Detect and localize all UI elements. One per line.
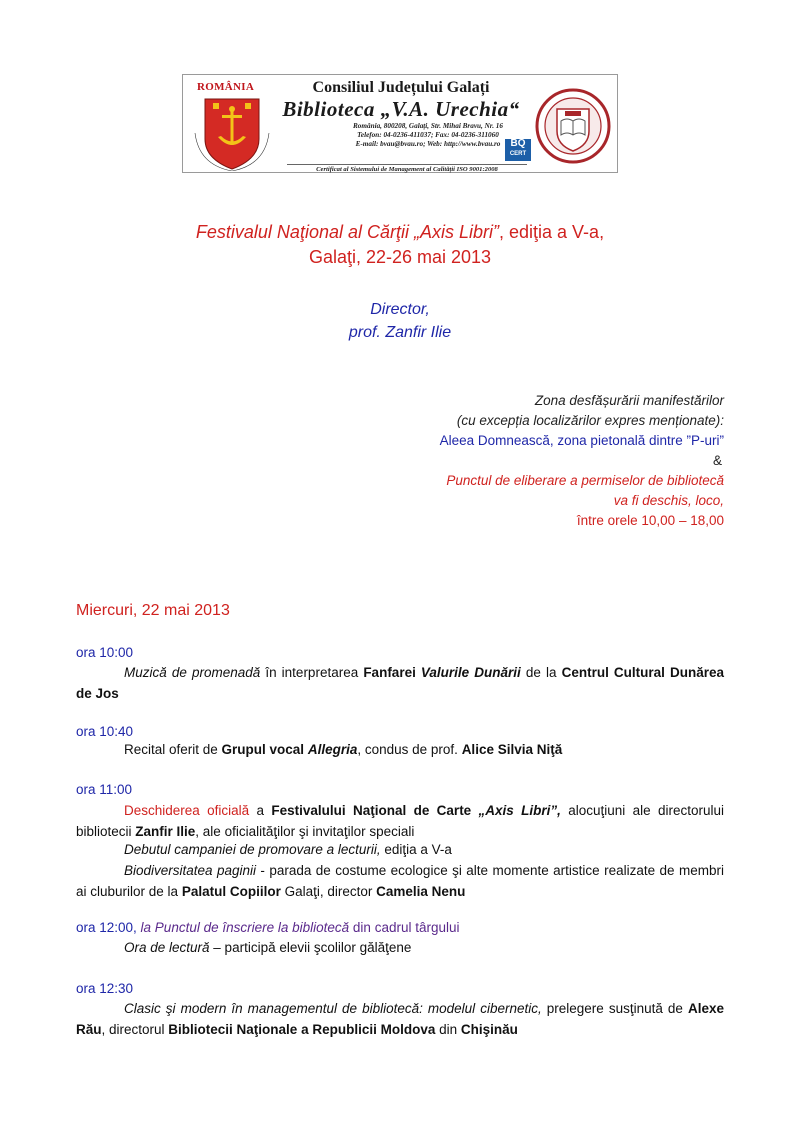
event-3-d: „Axis Libri”, [478, 803, 561, 818]
bq-cert-badge [505, 139, 531, 161]
event-4-location: la Punctul de înscriere la bibliotecă [136, 920, 350, 935]
festival-place-date: Galaţi, 22-26 mai 2013 [308, 247, 492, 267]
event-2-d: , condus de prof. [357, 742, 462, 757]
event-1-d: Valurile Dunării [420, 665, 521, 680]
event-2-c: Allegria [307, 742, 358, 757]
event-4-location-suffix: din cadrul târgului [349, 920, 460, 935]
director-role: Director, [370, 301, 430, 318]
permit-hours [577, 513, 724, 528]
event-2-b: Grupul vocal [221, 742, 308, 757]
event-4-header [76, 920, 460, 935]
event-1-time: ora 10:00 [76, 645, 134, 660]
event-5-b: prelegere susţinută de [541, 1001, 688, 1016]
event-3-c: Festivalului Naţional de Carte [271, 803, 479, 818]
event-4-a: Ora de lectură [124, 940, 210, 955]
event-1-description [76, 662, 724, 704]
event-3-l: Palatul Copiilor [181, 884, 281, 899]
library-address: România, 800208, Galați, Str. Mihai Bravu, Nr. 16 [353, 122, 503, 130]
festival-edition: , ediţia a V-a, [499, 222, 605, 242]
event-3-i: ediţia a V-a [380, 842, 452, 857]
event-5-a: Clasic şi modern în managementul de bibliotecă: modelul cibernetic, [124, 1001, 542, 1016]
permit-hours-value: orele 10,00 – 18,00 [607, 513, 724, 528]
event-1-e: de la [520, 665, 562, 680]
festival-name: Festivalul Naţional al Cărţii „Axis Libri” [195, 222, 499, 242]
event-3-k: - parada de costume ecologice şi alte momente artistice realizate de membri ai cluburilor de la [76, 863, 724, 899]
bq-label: BQ [510, 138, 526, 149]
event-3-g: , ale oficialităţilor şi invitaţilor speciali [195, 824, 415, 839]
event-3-biodiversity [76, 860, 724, 902]
iso-certification: Certificat al Sistemului de Management al Calității ISO 9001:2008 [287, 164, 527, 173]
event-5-time: ora 12:30 [76, 981, 134, 996]
director-name: prof. Zanfir Ilie [348, 324, 452, 341]
event-1-c: Fanfarei [363, 665, 421, 680]
zone-line-1: Zona desfășurării manifestărilor [534, 393, 724, 408]
letterhead [182, 74, 618, 173]
event-3-f: Zanfir Ilie [135, 824, 196, 839]
library-name: Biblioteca „V.A. Urechia“ [282, 97, 520, 121]
event-2-e: Alice Silvia Niţă [461, 742, 563, 757]
event-4-description [124, 940, 411, 955]
event-3-a: Deschiderea oficială [124, 803, 250, 818]
zone-location: Aleea Domnească, zona pietonală dintre ”P-uri” [439, 433, 724, 448]
event-2-a: Recital oferit de [124, 742, 222, 757]
council-name: Consiliul Județului Galați [312, 79, 490, 96]
event-3-campaign [124, 842, 452, 857]
event-5-description [76, 998, 724, 1040]
event-3-b: a [249, 803, 272, 818]
event-3-n: Camelia Nenu [376, 884, 466, 899]
event-3-j: Biodiversitatea paginii [124, 863, 256, 878]
event-1-a: Muzică de promenadă [124, 665, 261, 680]
event-1-f: Centrul Cultural Dunărea de Jos [76, 665, 725, 701]
day-heading: Miercuri, 22 mai 2013 [76, 602, 230, 619]
permit-open-note: va fi deschis, loco, [613, 493, 724, 508]
event-5-e: Bibliotecii Naţionale a Republicii Moldova [168, 1022, 436, 1037]
permit-hours-prefix: între [576, 513, 608, 528]
country-label: ROMÂNIA [197, 81, 255, 93]
library-phone: Telefon: 04-0236-411037; Fax: 04-0236-311060 [357, 131, 499, 139]
event-5-c: Alexe Rău [76, 1001, 724, 1037]
event-2-time: ora 10:40 [76, 724, 134, 739]
bq-cert-label: CERT [509, 151, 527, 157]
event-3-m: Galaţi, director [280, 884, 377, 899]
event-5-g: Chişinău [460, 1022, 518, 1037]
event-4-b: – participă elevii şcolilor gălăţene [209, 940, 412, 955]
county-coat-of-arms-icon [191, 95, 273, 171]
event-2-description [124, 742, 562, 757]
event-3-e: alocuţiuni ale directorului bibliotecii [76, 803, 725, 839]
zone-ampersand: & [712, 453, 722, 468]
event-3-time: ora 11:00 [76, 782, 133, 797]
event-3-opening [76, 800, 724, 842]
event-5-f: din [435, 1022, 461, 1037]
zone-line-2: (cu excepția localizărilor expres menționate): [456, 413, 724, 428]
permit-point: Punctul de eliberare a permiselor de bibliotecă [446, 473, 724, 488]
festival-title [0, 222, 800, 243]
event-4-time: ora 12:00, [76, 920, 137, 935]
event-5-d: , directorul [101, 1022, 169, 1037]
event-1-b: în interpretarea [260, 665, 364, 680]
library-seal-icon [535, 85, 611, 167]
event-3-h: Debutul campaniei de promovare a lecturii, [124, 842, 381, 857]
library-contact: E-mail: bvau@bvau.ro; Web: http://www.bvau.ro [355, 140, 501, 148]
